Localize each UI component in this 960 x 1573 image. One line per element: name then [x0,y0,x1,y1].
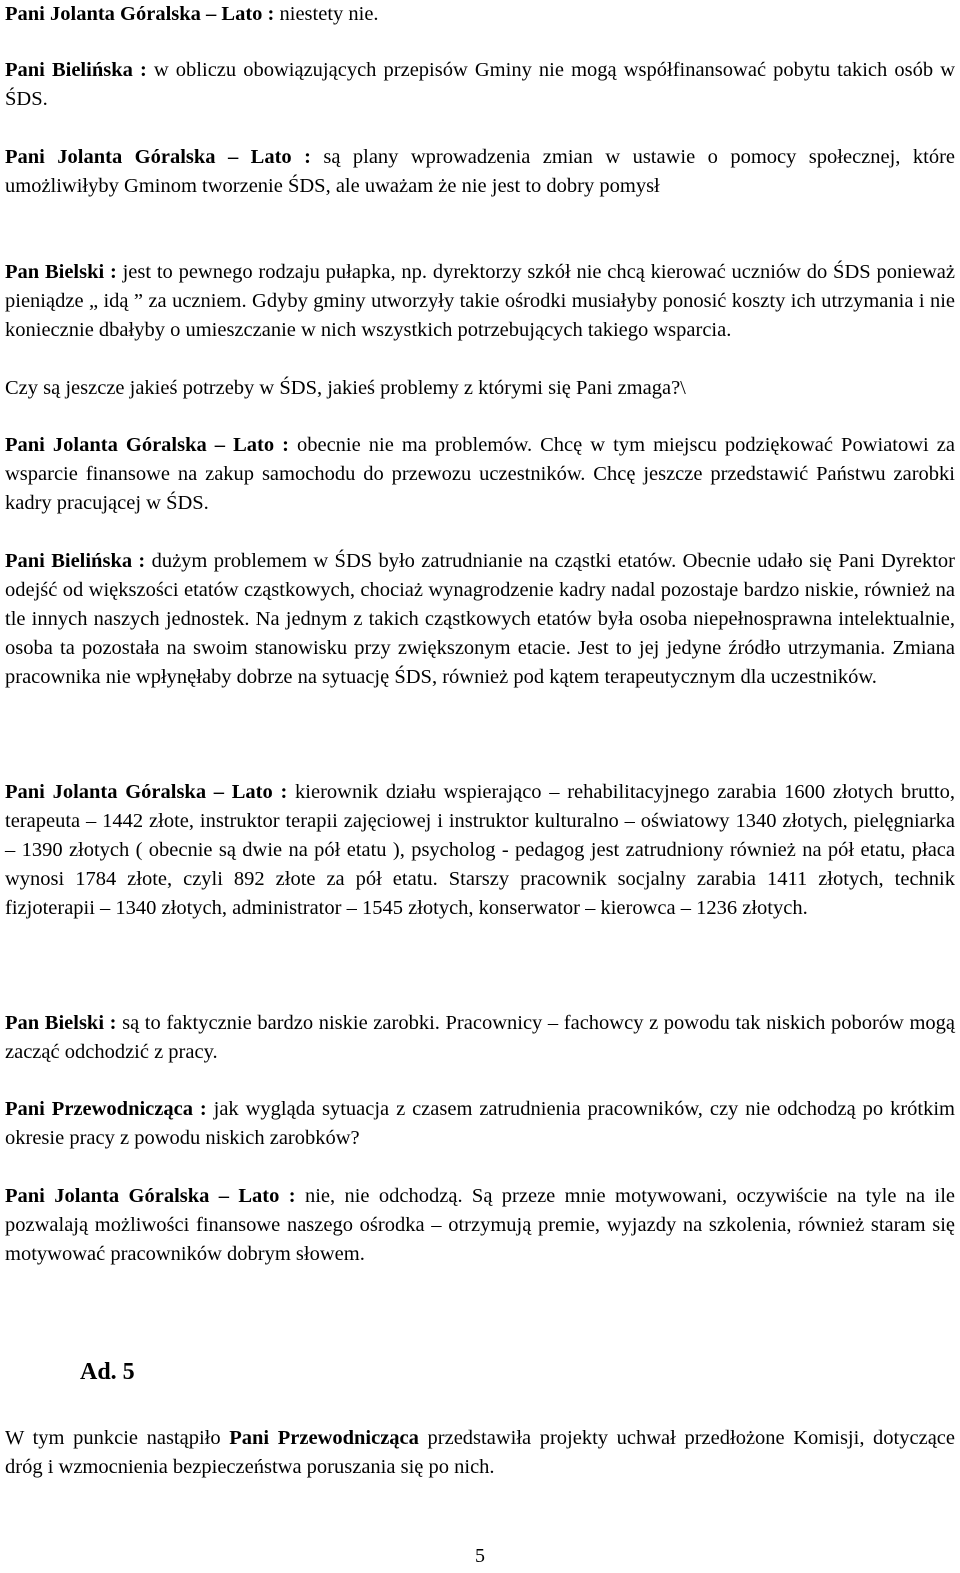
paragraph-10 [5,1095,955,1153]
speaker-name: Pan Bielski : [5,261,117,283]
paragraph-text: kierownik działu wspierająco – rehabilitacyjnego zarabia 1600 złotych brutto, terapeuta – 1442 złote, instruktor terapii zajęciowej i instruktor kulturalno – oświatowy 1340 złotych, pielęgniarka – 1390 złotych ( obecnie są dwie na pół etatu ), psycholog - pedagog jest zatrudniony również na pół etatu, płaca wynosi 1784 złote, czyli 892 złote za pół etatu. Starszy pracownik socjalny zarabia 1411 złotych, technik fizjoterapii – 1340 złotych, administrator – 1545 złotych, konserwator – kierowca – 1236 złotych. [5,781,955,919]
paragraph-2 [5,56,955,114]
paragraph-text: niestety nie. [274,3,379,25]
paragraph-text: jest to pewnego rodzaju pułapka, np. dyrektorzy szkół nie chcą kierować uczniów do ŚDS ponieważ pieniądze „ idą ” za uczniem. Gdyby gminy utworzyły takie ośrodki musiałyby ponosić koszty ich utrzymania i nie koniecznie dbałyby o umieszczanie w nich wszystkich potrzebujących takiego wsparcia. [5,261,955,341]
paragraph-text: w obliczu obowiązujących przepisów Gminy nie mogą współfinansować pobytu takich osób w ŚDS. [5,59,956,110]
paragraph-7 [5,547,955,692]
speaker-name: Pani Przewodnicząca : [5,1098,207,1120]
section-paragraph [5,1424,955,1482]
paragraph-text: W tym punkcie nastąpiło [5,1427,230,1449]
page-number: 5 [475,1545,485,1567]
speaker-name: Pani Jolanta Góralska – Lato : [5,434,289,456]
speaker-name: Pan Bielski : [5,1012,117,1034]
speaker-name: Pani Jolanta Góralska – Lato : [5,781,288,803]
paragraph-text: nie, nie odchodzą. Są przeze mnie motywowani, oczywiście na tyle na ile pozwalają możliwości finansowe naszego ośrodka – otrzymują premie, wyjazdy na szkolenia, również staram się motywować pracowników dobrym słowem. [5,1185,955,1265]
paragraph-text: obecnie nie ma problemów. Chcę w tym miejscu podziękować Powiatowi za wsparcie finansowe na zakup samochodu do przewozu uczestników. Chcę jeszcze przedstawić Państwu zarobki kadry pracującej w ŚDS. [5,434,955,514]
paragraph-6 [5,431,955,518]
paragraph-text: dużym problemem w ŚDS było zatrudnianie na cząstki etatów. Obecnie udało się Pani Dyrektor odejść od większości etatów cząstkowych, chociaż wynagrodzenie kadry nadal pozostaje bardzo niskie, również na tle innych naszych jednostek. Na jednym z takich cząstkowych etatów była osoba niepełnosprawna intelektualnie, osoba ta pozostała na swoim stanowisku przy zwiększonym etacie. Jest to jej jedyne źródło utrzymania. Zmiana pracownika nie wpłynęłaby dobrze na sytuację ŚDS, również pod kątem terapeutycznym dla uczestników. [5,550,955,688]
paragraph-text: jak wygląda sytuacja z czasem zatrudnienia pracowników, czy nie odchodzą po krótkim okresie pracy z powodu niskich zarobków? [5,1098,955,1149]
paragraph-1 [5,0,955,29]
speaker-name: Pani Jolanta Góralska – Lato : [5,1185,296,1207]
section-heading: Ad. 5 [80,1359,135,1385]
paragraph-text: Czy są jeszcze jakieś potrzeby w ŚDS, jakieś problemy z którymi się Pani zmaga?\ [5,377,686,399]
speaker-name: Pani Jolanta Góralska – Lato : [5,146,311,168]
speaker-name: Pani Bielińska : [5,59,147,81]
paragraph-text: przedstawiła projekty uchwał przedłożone Komisji, dotyczące dróg i wzmocnienia bezpieczeństwa poruszania się po nich. [5,1427,955,1478]
paragraph-5-question [5,374,955,403]
paragraph-9 [5,1009,955,1067]
paragraph-4 [5,258,955,345]
paragraph-text: są to faktycznie bardzo niskie zarobki. Pracownicy – fachowcy z powodu tak niskich poborów mogą zacząć odchodzić z pracy. [5,1012,955,1063]
paragraph-3 [5,143,955,201]
speaker-name: Pani Przewodnicząca [229,1427,419,1449]
paragraph-text: są plany wprowadzenia zmian w ustawie o pomocy społecznej, które umożliwiłyby Gminom tworzenie ŚDS, ale uważam że nie jest to dobry pomysł [5,146,955,197]
speaker-name: Pani Bielińska : [5,550,146,572]
speaker-name: Pani Jolanta Góralska – Lato : [5,3,275,25]
paragraph-11 [5,1182,955,1269]
paragraph-8 [5,778,955,923]
